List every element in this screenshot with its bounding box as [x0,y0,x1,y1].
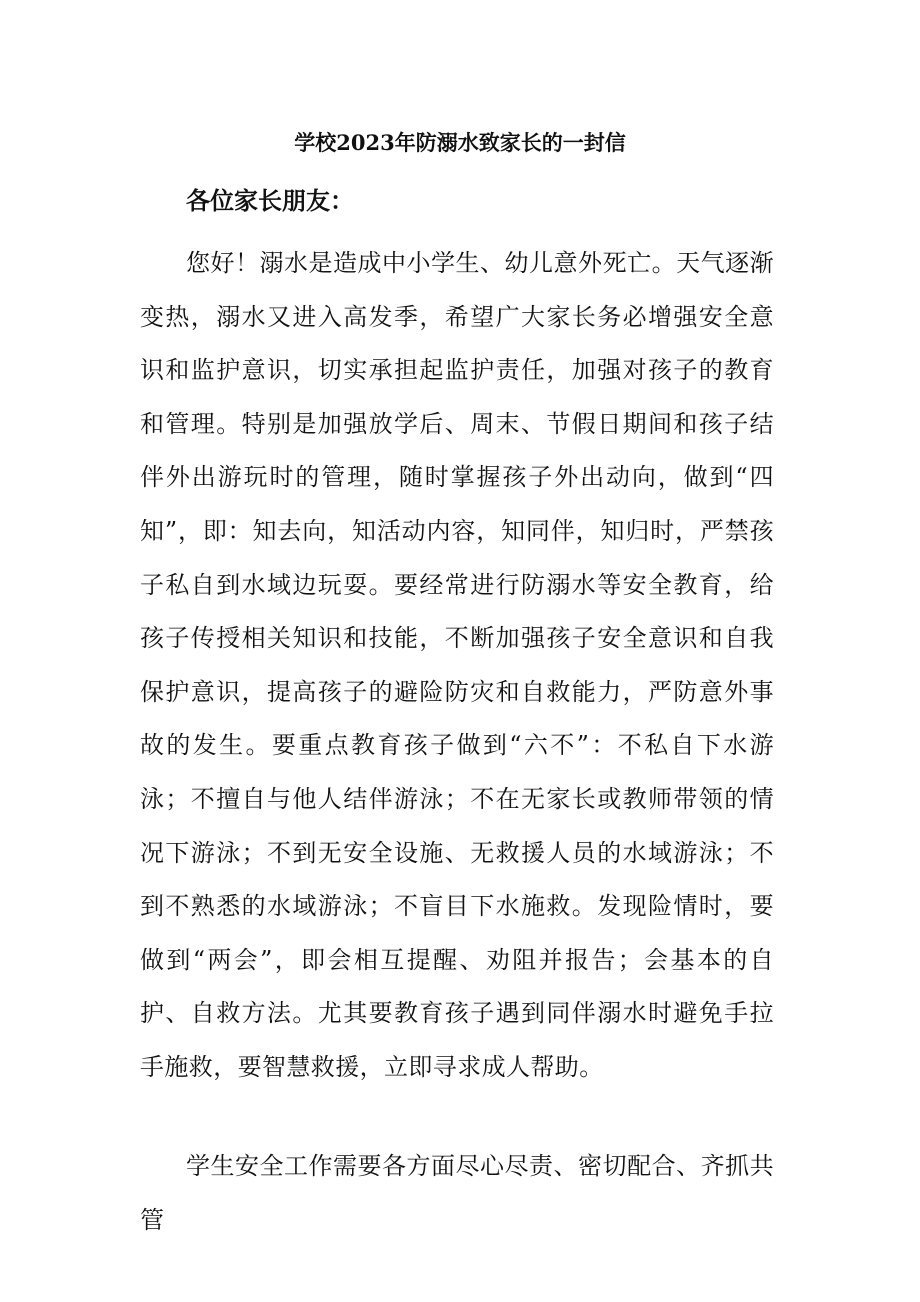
salutation: 各位家长朋友： [186,186,354,215]
body-paragraph-1: 您好！溺水是造成中小学生、幼儿意外死亡。天气逐渐变热，溺水又进入高发季，希望广大家长务必增强安全意识和监护意识，切实承担起监护责任，加强对孩子的教育和管理。特别是加强放学后、周末、节假日期间和孩子结伴外出游玩时的管理，随时掌握孩子外出动向，做到“四知”，即：知去向，知活动内容，知同伴，知归时，严禁孩子私自到水域边玩耍。要经常进行防溺水等安全教育，给孩子传授相关知识和技能，不断加强孩子安全意识和自我保护意识，提高孩子的避险防灾和自救能力，严防意外事故的发生。要重点教育孩子做到“六不”：不私自下水游泳；不擅自与他人结伴游泳；不在无家长或教师带领的情况下游泳；不到无安全设施、无救援人员的水域游泳；不到不熟悉的水域游泳；不盲目下水施救。发现险情时，要做到“两会”，即会相互提醒、劝阻并报告；会基本的自护、自救方法。尤其要教育孩子遇到同伴溺水时避免手拉手施救，要智慧救援，立即寻求成人帮助。 [140,249,774,1081]
body-paragraph-2: 学生安全工作需要各方面尽心尽责、密切配合、齐抓共管 [140,1152,774,1234]
document-title: 学校2023年防溺水致家长的一封信 [294,130,626,155]
